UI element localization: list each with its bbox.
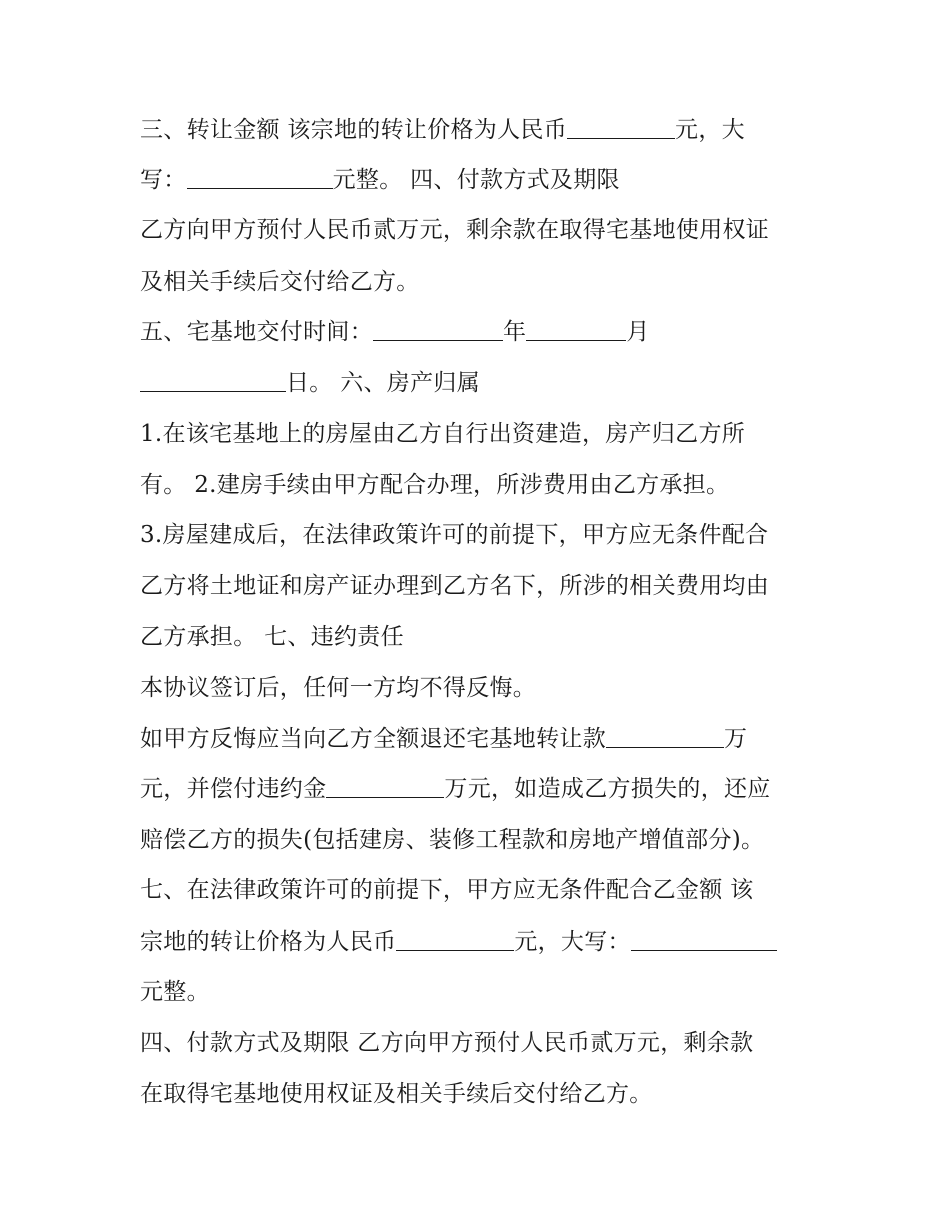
- text-segment: 四、付款方式及期限 乙方向甲方预付人民币贰万元，剩余款: [140, 1030, 754, 1056]
- text-line: [140, 262, 420, 302]
- text-segment: 万元，如造成乙方损失的，还应: [444, 776, 771, 802]
- text-line: [140, 668, 536, 708]
- fill-blank[interactable]: [373, 314, 503, 341]
- fill-blank[interactable]: [326, 771, 444, 798]
- text-segment: 乙方承担。 七、违约责任: [140, 624, 404, 650]
- text-line: [140, 566, 769, 606]
- fill-blank[interactable]: [140, 365, 286, 392]
- text-segment: 3.房屋建成后，在法律政策许可的前提下，甲方应无条件配合: [140, 522, 769, 548]
- text-line: [140, 465, 729, 505]
- text-line: [140, 1023, 753, 1063]
- fill-blank[interactable]: [631, 924, 777, 951]
- text-line: [140, 972, 210, 1012]
- text-segment: 万: [724, 726, 748, 752]
- text-segment: 有。 2.建房手续由甲方配合办理，所涉费用由乙方承担。: [140, 472, 730, 498]
- text-line: [140, 769, 771, 809]
- text-segment: 元，大: [675, 117, 745, 143]
- text-segment: 在取得宅基地使用权证及相关手续后交付给乙方。: [140, 1081, 653, 1107]
- text-segment: 七、在法律政策许可的前提下，甲方应无条件配合乙金额 该: [140, 877, 754, 903]
- text-segment: 三、转让金额 该宗地的转让价格为人民币: [140, 117, 568, 143]
- text-line: [140, 617, 404, 657]
- text-line: [140, 820, 764, 860]
- text-segment: 五、宅基地交付时间：: [140, 319, 373, 345]
- text-segment: 元整。: [140, 979, 210, 1005]
- text-segment: 本协议签订后，任何一方均不得反悔。: [140, 675, 537, 701]
- text-line: [140, 312, 650, 352]
- fill-blank[interactable]: [187, 162, 333, 189]
- text-segment: 如甲方反悔应当向乙方全额退还宅基地转让款: [140, 726, 606, 752]
- fill-blank[interactable]: [396, 924, 514, 951]
- text-line: [140, 160, 620, 200]
- text-line: [140, 414, 745, 454]
- text-segment: 年: [503, 319, 527, 345]
- text-segment: 宗地的转让价格为人民币: [140, 929, 397, 955]
- text-line: [140, 515, 768, 555]
- text-segment: 元整。 四、付款方式及期限: [332, 167, 620, 193]
- text-segment: 赔偿乙方的损失(包括建房、装修工程款和房地产增值部分)。: [140, 827, 765, 853]
- text-segment: 元，并偿付违约金: [140, 776, 327, 802]
- text-line: [140, 719, 747, 759]
- text-line: [140, 870, 753, 910]
- text-segment: 乙方向甲方预付人民币贰万元，剩余款在取得宅基地使用权证: [140, 217, 770, 243]
- text-line: [140, 110, 745, 150]
- text-line: [140, 363, 480, 403]
- text-segment: 日。 六、房产归属: [286, 370, 481, 396]
- text-line: [140, 1074, 653, 1114]
- fill-blank[interactable]: [567, 112, 675, 139]
- text-line: [140, 922, 777, 962]
- text-segment: 及相关手续后交付给乙方。: [140, 269, 420, 295]
- text-line: [140, 210, 769, 250]
- text-segment: 写：: [140, 167, 187, 193]
- text-segment: 乙方将土地证和房产证办理到乙方名下，所涉的相关费用均由: [140, 573, 770, 599]
- fill-blank[interactable]: [526, 314, 626, 341]
- text-segment: 元，大写：: [514, 929, 631, 955]
- text-segment: 月: [626, 319, 650, 345]
- text-segment: 1.在该宅基地上的房屋由乙方自行出资建造，房产归乙方所: [140, 421, 746, 447]
- fill-blank[interactable]: [606, 721, 724, 748]
